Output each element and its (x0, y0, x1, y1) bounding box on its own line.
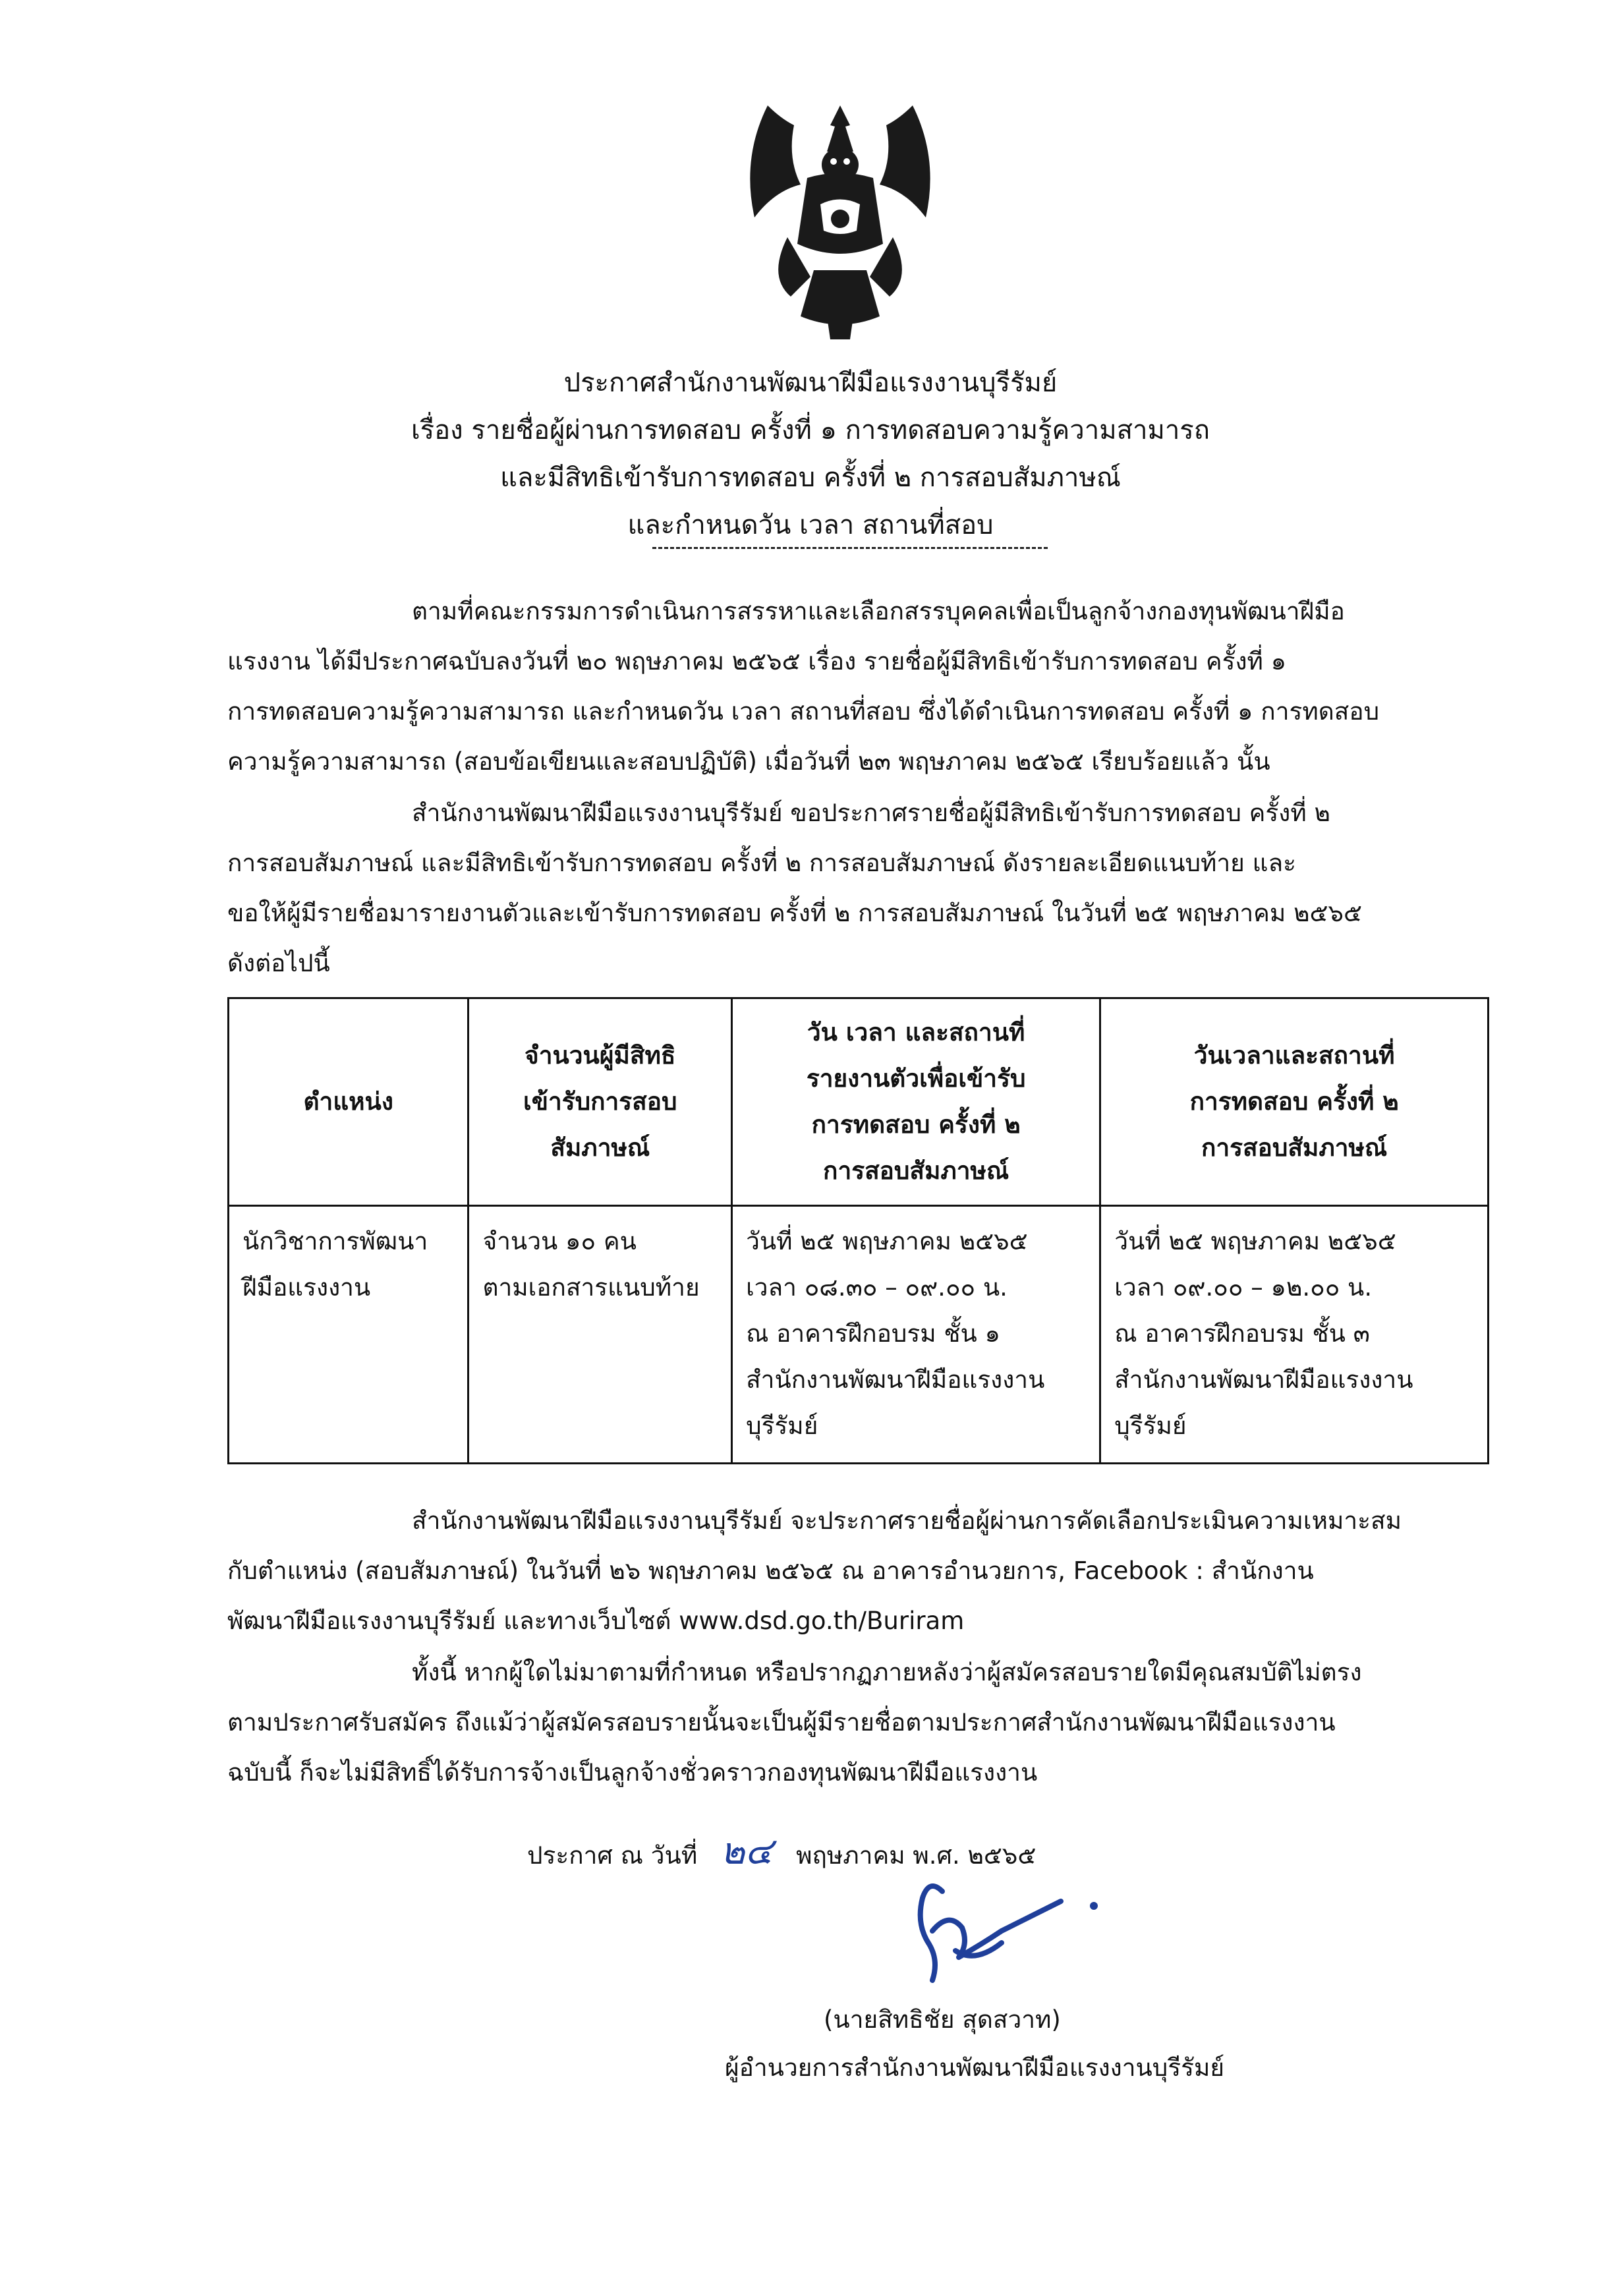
paragraph-line: ตามประกาศรับสมัคร ถึงแม้ว่าผู้สมัครสอบรายนั้นจะเป็นผู้มีรายชื่อตามประกาศสำนักงานพัฒนาฝีมือแรงงาน (227, 1708, 1336, 1736)
table-row (229, 1206, 1489, 1464)
header-report-time-place: วัน เวลา และสถานที่ รายงานตัวเพื่อเข้ารับ การทดสอบ ครั้งที่ ๒ การสอบสัมภาษณ์ (732, 998, 1100, 1206)
cell-position: นักวิชาการพัฒนา ฝีมือแรงงาน (229, 1206, 469, 1464)
paragraph-line: สำนักงานพัฒนาฝีมือแรงงานบุรีรัมย์ จะประกาศรายชื่อผู้ผ่านการคัดเลือกประเมินความเหมาะสม (412, 1507, 1402, 1535)
cell-exam-time-place: วันที่ ๒๕ พฤษภาคม ๒๕๖๕ เวลา ๐๙.๐๐ – ๑๒.๐๐ น. ณ อาคารฝึกอบรม ชั้น ๓ สำนักงานพัฒนาฝีมือแรงงาน บุรีรัมย์ (1100, 1206, 1489, 1464)
garuda-emblem-icon (728, 79, 952, 343)
table-header-row (229, 998, 1489, 1206)
paragraph-line: ขอให้ผู้มีรายชื่อมารายงานตัวและเข้ารับการทดสอบ ครั้งที่ ๒ การสอบสัมภาษณ์ ในวันที่ ๒๕ พฤษภาคม ๒๕๖๕ (227, 899, 1362, 927)
header-exam-time-place: วันเวลาและสถานที่ การทดสอบ ครั้งที่ ๒ การสอบสัมภาษณ์ (1100, 998, 1489, 1206)
date-prefix: ประกาศ ณ วันที่ (527, 1841, 698, 1870)
paragraph-1 (227, 587, 1479, 787)
paragraph-line: การสอบสัมภาษณ์ และมีสิทธิเข้ารับการทดสอบ ครั้งที่ ๒ การสอบสัมภาษณ์ ดังรายละเอียดแนบท้าย และ (227, 849, 1297, 877)
paragraph-line: แรงงาน ได้มีประกาศฉบับลงวันที่ ๒๐ พฤษภาคม ๒๕๖๕ เรื่อง รายชื่อผู้มีสิทธิเข้ารับการทดสอบ ครั้งที่ ๑ (227, 647, 1287, 675)
header-line: เรื่อง รายชื่อผู้ผ่านการทดสอบ ครั้งที่ ๑ การทดสอบความรู้ความสามารถ (411, 415, 1210, 445)
header-position: ตำแหน่ง (229, 998, 469, 1206)
header-divider (652, 547, 1048, 549)
header-line: และกำหนดวัน เวลา สถานที่สอบ (627, 510, 994, 540)
paragraph-line: ฉบับนี้ ก็จะไม่มีสิทธิ์ได้รับการจ้างเป็นลูกจ้างชั่วคราวกองทุนพัฒนาฝีมือแรงงาน (227, 1758, 1038, 1787)
handwritten-signature (903, 1865, 1120, 1990)
paragraph-line: พัฒนาฝีมือแรงงานบุรีรัมย์ และทางเว็บไซต์ www.dsd.go.th/Buriram (227, 1607, 965, 1635)
paragraph-line: สำนักงานพัฒนาฝีมือแรงงานบุรีรัมย์ ขอประกาศรายชื่อผู้มีสิทธิเข้ารับการทดสอบ ครั้งที่ ๒ (412, 799, 1330, 827)
cell-report-time-place: วันที่ ๒๕ พฤษภาคม ๒๕๖๕ เวลา ๐๘.๓๐ – ๐๙.๐๐ น. ณ อาคารฝึกอบรม ชั้น ๑ สำนักงานพัฒนาฝีมือแรงงาน บุรีรัมย์ (732, 1206, 1100, 1464)
paragraph-4 (227, 1648, 1479, 1798)
header-eligible-count: จำนวนผู้มีสิทธิ เข้ารับการสอบ สัมภาษณ์ (469, 998, 732, 1206)
paragraph-line: การทดสอบความรู้ความสามารถ และกำหนดวัน เวลา สถานที่สอบ ซึ่งได้ดำเนินการทดสอบ ครั้งที่ ๑ การทดสอบ (227, 697, 1380, 726)
paragraph-line: กับตำแหน่ง (สอบสัมภาษณ์) ในวันที่ ๒๖ พฤษภาคม ๒๕๖๕ ณ อาคารอำนวยการ, Facebook : สำนักงาน (227, 1557, 1314, 1585)
paragraph-line: ตามที่คณะกรรมการดำเนินการสรรหาและเลือกสรรบุคคลเพื่อเป็นลูกจ้างกองทุนพัฒนาฝีมือ (412, 597, 1345, 625)
date-suffix: พฤษภาคม พ.ศ. ๒๕๖๕ (796, 1841, 1037, 1870)
paragraph-line: ความรู้ความสามารถ (สอบข้อเขียนและสอบปฏิบัติ) เมื่อวันที่ ๒๓ พฤษภาคม ๒๕๖๕ เรียบร้อยแล้ว นั้น (227, 747, 1270, 776)
header-line: และมีสิทธิเข้ารับการทดสอบ ครั้งที่ ๒ การสอบสัมภาษณ์ (500, 463, 1121, 493)
header-line: ประกาศสำนักงานพัฒนาฝีมือแรงงานบุรีรัมย์ (563, 368, 1058, 398)
cell-eligible-count: จำนวน ๑๐ คน ตามเอกสารแนบท้าย (469, 1206, 732, 1464)
signatory-title: ผู้อำนวยการสำนักงานพัฒนาฝีมือแรงงานบุรีรัมย์ (725, 2053, 1225, 2082)
paragraph-line: ทั้งนี้ หากผู้ใดไม่มาตามที่กำหนด หรือปรากฏภายหลังว่าผู้สมัครสอบรายใดมีคุณสมบัติไม่ตรง (412, 1658, 1362, 1686)
handwritten-day: ๒๔ (720, 1830, 773, 1873)
announcement-header (264, 359, 1357, 549)
signatory-name: (นายสิทธิชัย สุดสวาท) (824, 2005, 1061, 2034)
paragraph-line: ดังต่อไปนี้ (227, 949, 330, 977)
schedule-table (227, 997, 1489, 1464)
paragraph-2 (227, 788, 1479, 989)
paragraph-3 (227, 1496, 1479, 1646)
